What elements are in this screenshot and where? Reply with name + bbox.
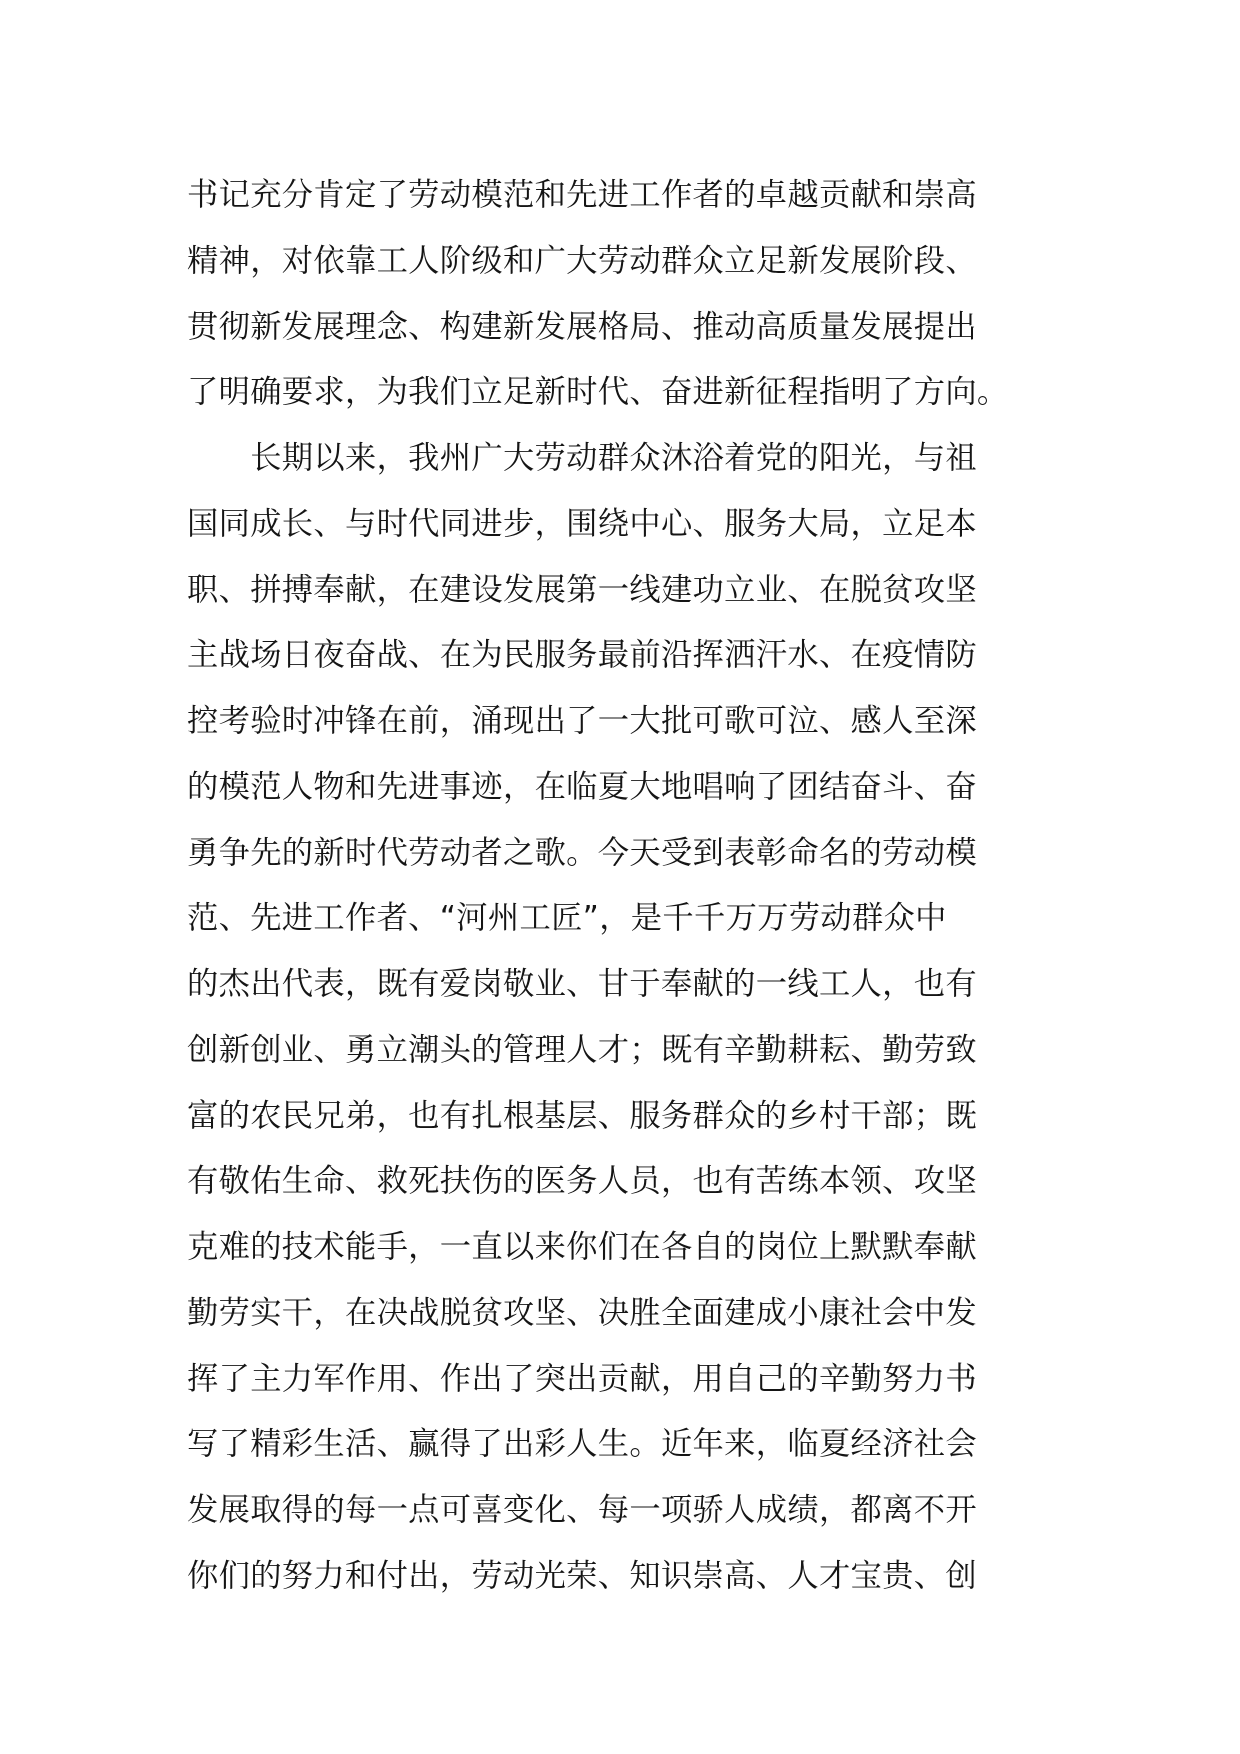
text-line: 创新创业、勇立潮头的管理人才；既有辛勤耕耘、勤劳致: [187, 1031, 977, 1068]
text-line: 挥了主力军作用、作出了突出贡献，用自己的辛勤努力书: [187, 1360, 977, 1397]
text-line: 你们的努力和付出，劳动光荣、知识崇高、人才宝贵、创: [187, 1557, 977, 1594]
text-line: 克难的技术能手，一直以来你们在各自的岗位上默默奉献: [187, 1229, 977, 1265]
text-line: 主战场日夜奋战、在为民服务最前沿挥洒汗水、在疫情防: [187, 637, 977, 674]
text-line: 的模范人物和先进事迹，在临夏大地唱响了团结奋斗、奋: [187, 768, 977, 805]
text-line: 的杰出代表，既有爱岗敬业、甘于奉献的一线工人，也有: [187, 966, 977, 1002]
text-line: 职、拼搏奉献，在建设发展第一线建功立业、在脱贫攻坚: [187, 571, 977, 608]
text-line: 有敬佑生命、救死扶伤的医务人员，也有苦练本领、攻坚: [187, 1163, 977, 1200]
text-line: 勇争先的新时代劳动者之歌。今天受到表彰命名的劳动模: [187, 834, 977, 871]
text-line: 国同成长、与时代同进步，围绕中心、服务大局，立足本: [187, 505, 977, 542]
text-line: 精神，对依靠工人阶级和广大劳动群众立足新发展阶段、: [187, 242, 977, 279]
text-line: 富的农民兄弟，也有扎根基层、服务群众的乡村干部；既: [187, 1097, 977, 1134]
body-text: [187, 163, 1055, 1610]
text-line: 贯彻新发展理念、构建新发展格局、推动高质量发展提出: [187, 308, 977, 345]
text-line: 了明确要求，为我们立足新时代、奋进新征程指明了方向。: [187, 374, 1009, 411]
text-line: 勤劳实干，在决战脱贫攻坚、决胜全面建成小康社会中发: [187, 1294, 977, 1331]
paragraph-start-line: 长期以来，我州广大劳动群众沐浴着党的阳光，与祖: [187, 440, 977, 476]
text-line: 范、先进工作者、“河州工匠”，是千千万万劳动群众中: [187, 900, 947, 937]
text-line: 写了精彩生活、赢得了出彩人生。近年来，临夏经济社会: [187, 1426, 977, 1463]
text-line: 发展取得的每一点可喜变化、每一项骄人成绩，都离不开: [187, 1492, 977, 1528]
text-line: 控考验时冲锋在前，涌现出了一大批可歌可泣、感人至深: [187, 703, 977, 739]
text-line: 书记充分肯定了劳动模范和先进工作者的卓越贡献和崇高: [187, 177, 977, 213]
